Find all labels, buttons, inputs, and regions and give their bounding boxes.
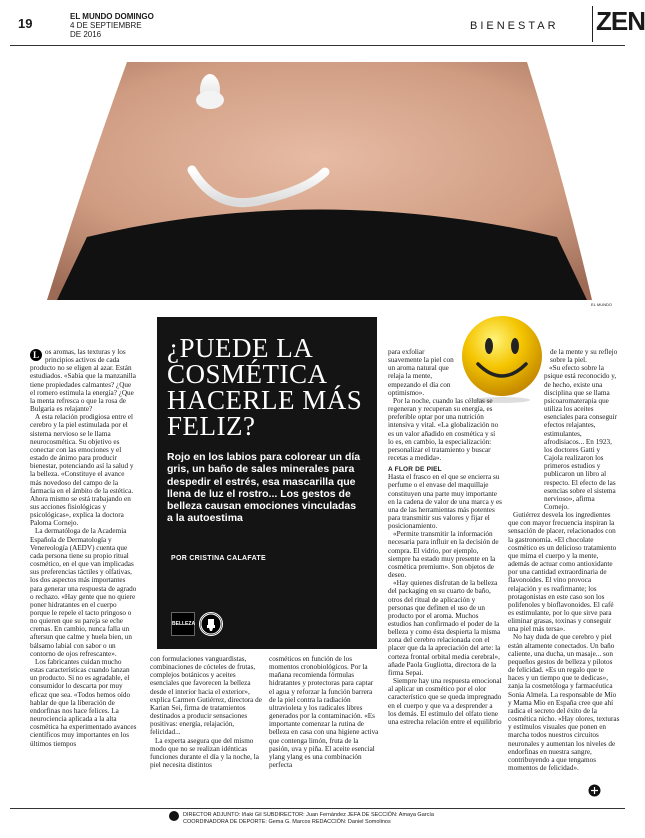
byline bbox=[171, 555, 266, 562]
paragraph: «Su efecto sobre la psique está reconocido y, de hecho, existe una disciplina que se llama psicoaromaterapia que utiliza los aceites esenciales para conseguir efectos relajantes, estimulantes, afrodisiacos... En 1923, los doctores Gatti y Cajola realizaron los primeros estudios y publicaron un libro al respecto. El efecto de las esencias sobre el sistema nervioso», afirma Cornejo. bbox=[544, 364, 618, 511]
bottom-rule bbox=[10, 808, 625, 809]
lipstick-icon bbox=[199, 612, 223, 636]
paragraph: A esta relación prodigiosa entre el cerebro y la piel estimulada por el sistema nervioso se le llama neurocosmética. Su objetivo es conectar con las emociones y el estado de ánimo para producir bienestar, potenciando así la salud y la belleza. «Constituye el avance más novedoso del campo de la farmacia en el ámbito de la estética. Ahora mismo se está trabajando en sus acciones fisiológicas y psicológicas», explica la doctora Paloma Cornejo. bbox=[30, 413, 134, 528]
paragraph: La experta asegura que del mismo modo que no se realizan idénticas funciones durante el día y la noche, la piel necesita distintos bbox=[150, 736, 259, 770]
brand-logo: ZEN bbox=[592, 6, 636, 42]
date-line-2: DE 2016 bbox=[70, 30, 102, 39]
paragraph: cosméticos en función de los momentos cronobiológicos. Por la mañana recomienda fórmulas hidratantes y protectoras para captar el agua y reforzar la función barrera de la piel contra la radiación ultravioleta y los radicales libres generados por la contaminación. «Es importante comenzar la rutina de belleza en casa con una higiene activa que contenga limón, fruta de la pasión, uva y piña. El aceite esencial ylang ylang es una combinación perfecta bbox=[269, 655, 379, 770]
headline-box bbox=[157, 317, 377, 649]
paragraph: Hasta el frasco en el que se encierra su perfume o el envase del maquillaje constituyen una parte muy importante en la cadena de valor de una marca y es una de las herramientas más potentes para transmitir sus valores y fijar el posicionamiento. bbox=[388, 473, 502, 531]
paragraph: de la mente y su reflejo sobre la piel. bbox=[550, 348, 618, 365]
paragraph: con formulaciones vanguardistas, combinaciones de cócteles de frutas, complejos botánicos y aceites esenciales que favorecen la belleza desde el interior hacia el exterior», explica Carmen Gutiérrez, directora de Karian Sei, firma de tratamientos destinados a producir sensaciones positivas: energía, relajación, felicidad... bbox=[150, 655, 262, 737]
article-column-4 bbox=[388, 348, 502, 726]
footer-logo-icon bbox=[169, 811, 179, 821]
paragraph: Siempre hay una respuesta emocional al aplicar un cosmético por el olor característico que se queda impregnado en el cuerpo y que va a desprender a los demás. El estímulo del olfato tiene una estrecha relación entre el equilibrio bbox=[388, 677, 502, 726]
paper-name: EL MUNDO DOMINGO bbox=[70, 12, 154, 21]
belly-smile-illustration bbox=[17, 62, 617, 300]
drop-cap: L bbox=[30, 349, 42, 361]
paragraph: Gutiérrez desvela los ingredientes que con mayor frecuencia inspiran la sensación de placer, relacionados con la gastronomía. «El chocolate cosmético es un delicioso tratamiento que mima el cuerpo y la mente, además de actuar como antioxidante por una cantidad extraordinaria de flavonoides. El vino provoca relajación y es reafirmante; los protagonistas en este caso son los polifenoles y bioflavonoides. El café es estimulante, por lo que sirve para eliminar grasas, toxinas y conseguir una piel más tersa». bbox=[508, 511, 617, 634]
paragraph: No hay duda de que cerebro y piel están altamente conectados. Un baño caliente, una ducha, un masaje... son pequeños gestos de belleza y pilotos de felicidad. «Es un regalo que te haces y un tiempo que te dedicas», zanja la cosmetóloga y farmacéutica Sonia Almela. La responsable de Mío y Mama Mio en España cree que ahí radica el secreto del éxito de la cosmética nicho. «Hay olores, texturas y estímulos visuales que ponen en marcha todos nuestros circuitos neuronales y aumentan los niveles de endorfinas en nuestra sangre, contribuyendo a que tengamos momentos de felicidad». bbox=[508, 633, 620, 772]
date-line-1: 4 DE SEPTIEMBRE bbox=[70, 21, 142, 30]
section-label: BIENESTAR bbox=[470, 20, 559, 32]
article-column-5 bbox=[508, 348, 620, 772]
staff-line-2: COORDINADORA DE DEPORTE: Gema G. Marcos REDACCIÓN: Daniel Somolinos bbox=[183, 819, 391, 825]
article-column-1 bbox=[30, 348, 137, 748]
article-column-3 bbox=[269, 655, 380, 769]
paragraph: «Permite transmitir la información necesaria para influir en la decisión de compra. El vidrio, por ejemplo, siempre ha estado muy presente en la cosmética premium». Son objetos de deseo. bbox=[388, 530, 499, 580]
paragraph: La dermatóloga de la Academia Española de Dermatología y Venereología (AEDV) cuenta que cada persona tiene su propio ritual cosmético, en el que van implicadas sus preferencias táctiles y olfativas, los dos aspectos más importantes para generar una respuesta de agrado o rechazo. «Hay gente que no quiere poner hidratantes en el cuerpo porque le repele el tacto pringoso o no quieren que su pareja se eche cremas. En cambio, nunca falla un aftersun que calme y huela bien, un bálsamo labial con sabor o un contorno de ojos refrescante». bbox=[30, 527, 137, 658]
page-number: 19 bbox=[18, 16, 33, 31]
paragraph: «Hay quienes disfrutan de la belleza del packaging en su cuarto de baño, otros del ritual de aplicación y personas que definen el uso de un producto por el aroma. Muchos estudios han confirmado el poder de la belleza y como ésta despierta la misma zona del cerebro relacionada con el placer que da la apreciación del arte: la corteza frontal orbital media cerebral», añade Paola Gugliotta, directora de la firma Sepai. bbox=[388, 579, 501, 677]
article-column-2 bbox=[150, 655, 263, 769]
byline-prefix: POR bbox=[171, 555, 188, 562]
top-rule bbox=[10, 45, 625, 46]
masthead bbox=[70, 12, 154, 39]
paragraph: Los fabricantes cuidan mucho estas características cuando lanzan un producto. Si no es agradable, el consumidor lo descarta por muy eficaz que sea. «Todos hemos oído hablar de que la liberación de endorfinas nos hace felices. La neurociencia aplicada a la alta cosmética ha experimentado avances científicos muy importantes en los últimos tiempos bbox=[30, 657, 137, 748]
end-mark-icon bbox=[588, 784, 601, 797]
hero-photo bbox=[17, 62, 617, 300]
wrap-around-smiley bbox=[388, 348, 458, 397]
photo-credit: EL MUNDO bbox=[591, 302, 612, 307]
standfirst: Rojo en los labios para colorear un día gris, un baño de sales minerales para despedir el estrés, esa mascarilla que llena de luz el rostro... Los gestos de belleza causan emociones vinculadas a la autoestima bbox=[167, 451, 361, 525]
paragraph: para exfoliar suavemente la piel con un aroma natural que relaja la mente, empezando el día con optimismo». bbox=[388, 348, 454, 397]
staff-credits bbox=[183, 812, 623, 826]
paragraph: Por la noche, cuando las células se regeneran y recuperan su energía, es preferible optar por una nutrición intensiva y vital. «La globalización no es un valor añadido en cosmética y sí lo es, en cambio, la especialización: personalizar el tratamiento y buscar recetas a medida». bbox=[388, 396, 499, 463]
headline: ¿PUEDE LA COSMÉTICA HACERLE MÁS FELIZ? bbox=[167, 333, 363, 441]
section-tag: BELLEZA bbox=[171, 612, 195, 636]
subheading: A FLOR DE PIEL bbox=[388, 466, 442, 474]
paragraph: L os aromas, las texturas y los principios activos de cada producto no se eligen al azar. Están estudiados. «Sabía que la manzanilla tiene propiedades calmantes? ¿Que el romero estimula la energía? ¿Que la menta refresca o que la rosa de Bulgaria es relajante? bbox=[30, 348, 136, 414]
staff-line-1: DIRECTOR ADJUNTO: Iñaki Gil SUBDIRECTOR: Juan Fernández JEFA DE SECCIÓN: Amaya García bbox=[183, 812, 434, 818]
byline-author: CRISTINA CALAFATE bbox=[189, 555, 266, 562]
